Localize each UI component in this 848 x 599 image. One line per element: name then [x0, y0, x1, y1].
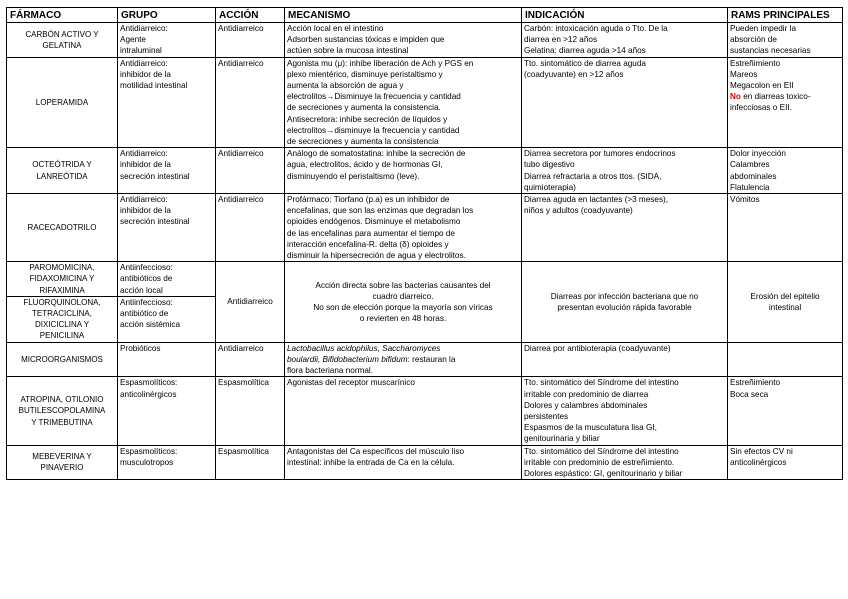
- indicacion-line: presentan evolución rápida favorable: [557, 302, 692, 312]
- rams-line: sustancias necesarias: [730, 46, 811, 56]
- row-mebeverina: [7, 445, 843, 480]
- indicacion-line: tubo digestivo: [524, 160, 575, 170]
- rams-line: [730, 91, 840, 102]
- farmaco-line: DIXICICLINA Y: [34, 320, 90, 330]
- indicacion-line: Tto. sintomático de diarrea aguda: [524, 58, 646, 68]
- grupo-line: intraluminal: [120, 46, 162, 56]
- farmaco-line: GELATINA: [42, 40, 82, 50]
- grupo-line: secreción intestinal: [120, 171, 190, 181]
- mecanismo-cell: [285, 262, 522, 342]
- indicacion-line: Carbón: intoxicación aguda o Tto. De la: [524, 24, 668, 33]
- mecanismo-line: cuadro diarreico.: [372, 291, 434, 301]
- accion-cell: Antidiarreico: [216, 262, 285, 342]
- grupo-cell: [118, 57, 216, 148]
- farmaco-cell: LOPERAMIDA: [7, 57, 118, 148]
- indicacion-cell: [522, 148, 728, 194]
- grupo-cell: [118, 194, 216, 262]
- farmaco-cell: RACECADOTRILO: [7, 194, 118, 262]
- mecanismo-line: encefalinas, que son las enzimas que degradan los: [287, 206, 474, 216]
- grupo-cell: [118, 296, 216, 342]
- grupo-line: inhibidor de la: [120, 206, 171, 216]
- farmaco-cell: [7, 377, 118, 445]
- grupo-cell: Probióticos: [118, 342, 216, 377]
- rams-line: Dolor inyección: [730, 149, 786, 159]
- farmaco-line: OCTEÓTRIDA Y: [32, 160, 92, 170]
- grupo-line: inhibidor de la: [120, 69, 171, 79]
- indicacion-line: Diarrea secretora por tumores endocrinos: [524, 149, 676, 159]
- farmaco-line: PENICILINA: [39, 331, 85, 341]
- indicacion-line: Dolores espástico: GI, genitourinario y biliar: [524, 468, 683, 478]
- grupo-line: acción sistémica: [120, 320, 181, 330]
- indicacion-line: Dolores y calambres abdominales: [524, 400, 648, 410]
- rams-cell: [728, 262, 843, 342]
- grupo-line: Antiinfeccioso:: [120, 297, 173, 307]
- indicacion-line: Diarreas por infección bacteriana que no: [550, 291, 699, 301]
- mecanismo-line: Análogo de somatostatina: inhibe la secreción de: [287, 149, 466, 159]
- mecanismo-line: de secreciones y aumenta la consistencia: [287, 137, 439, 147]
- indicacion-line: irritable con predominio de diarrea: [524, 389, 649, 399]
- header-grupo: GRUPO: [118, 8, 216, 23]
- grupo-line: musculotropos: [120, 457, 174, 467]
- accion-cell: Antidiarreico: [216, 57, 285, 148]
- indicacion-cell: [522, 342, 728, 377]
- rams-line: Estreñimiento: [730, 58, 781, 68]
- farmaco-line: FLUORQUINOLONA,: [23, 297, 101, 307]
- mecanismo-cell: [285, 148, 522, 194]
- mecanismo-cell: [285, 23, 522, 58]
- mecanismo-text: : restauran la: [407, 354, 456, 364]
- rams-line: Boca seca: [730, 389, 769, 399]
- header-row: [7, 8, 843, 23]
- header-farmaco: FÁRMACO: [7, 8, 118, 23]
- rams-line: anticolinérgicos: [730, 457, 787, 467]
- indicacion-line: Tto. sintomático del Síndrome del intestino: [524, 446, 679, 456]
- grupo-line: Agente: [120, 35, 146, 45]
- indicacion-line: irritable con predominio de estreñimiento.: [524, 457, 675, 467]
- rams-line: Erosión del epitelio: [750, 291, 820, 301]
- grupo-cell: [118, 262, 216, 297]
- farmaco-line: Y TRIMEBUTINA: [31, 417, 93, 427]
- mecanismo-line: agua, electrolitos, ácido y de hormonas GI,: [287, 160, 443, 170]
- grupo-line: Antidiarreico:: [120, 24, 168, 33]
- species-text: boulardii, Bifidobacterium bifidum: [287, 354, 408, 364]
- mecanismo-line: Agonista mu (μ): inhibe liberación de Ach y PGS en: [287, 58, 474, 68]
- mecanismo-line: Antagonistas del Ca específicos del músculo liso: [287, 446, 465, 456]
- mecanismo-line: No son de elección porque la mayoría son víricas: [313, 302, 493, 312]
- mecanismo-line: actúen sobre la mucosa intestinal: [287, 46, 409, 56]
- mecanismo-line: aumenta la absorción de agua y: [287, 81, 404, 91]
- mecanismo-cell: [285, 377, 522, 445]
- rams-cell: [728, 194, 843, 262]
- mecanismo-line: flora bacteriana normal.: [287, 366, 374, 376]
- row-loperamida: [7, 57, 843, 148]
- rams-line: abdominales: [730, 171, 777, 181]
- indicacion-cell: [522, 262, 728, 342]
- row-octreotida: [7, 148, 843, 194]
- rams-line: Pueden impedir la: [730, 24, 796, 33]
- grupo-line: Antidiarreico:: [120, 149, 168, 159]
- rams-line: Megacolon en EII: [730, 81, 794, 91]
- mecanismo-cell: [285, 194, 522, 262]
- rams-cell: [728, 377, 843, 445]
- rams-line: absorción de: [730, 35, 777, 45]
- farmaco-line: LANREÓTIDA: [36, 171, 88, 181]
- mecanismo-cell: [285, 57, 522, 148]
- rams-cell: [728, 148, 843, 194]
- header-indicacion: INDICACIÓN: [522, 8, 728, 23]
- farmaco-line: PAROMOMICINA,: [29, 263, 95, 273]
- indicacion-line: Gelatina: diarrea aguda >14 años: [524, 46, 646, 56]
- indicacion-line: quimioterapia): [524, 182, 576, 192]
- farmaco-line: FIDAXOMICINA Y: [29, 274, 95, 284]
- mecanismo-line: Adsorben sustancias tóxicas e impiden que: [287, 35, 445, 45]
- mecanismo-cell: [285, 342, 522, 377]
- row-antiinfecciosos-local: [7, 262, 843, 297]
- mecanismo-line: interacción encefalina-R. delta (δ) opioides y: [287, 239, 449, 249]
- accion-cell: Antidiarreico: [216, 194, 285, 262]
- mecanismo-line: de las encefalinas para aumentar el tiempo de: [287, 228, 455, 238]
- mecanismo-line: disminuyendo el peristaltismo (leve).: [287, 171, 420, 181]
- rams-cell: [728, 23, 843, 58]
- farmaco-line: RIFAXIMINA: [39, 285, 85, 295]
- farmaco-cell: [7, 262, 118, 297]
- rams-line: Mareos: [730, 69, 758, 79]
- grupo-line: Espasmolíticos:: [120, 446, 178, 456]
- accion-cell: Espasmolítica: [216, 377, 285, 445]
- farmaco-line: TETRACICLINA,: [31, 309, 92, 319]
- header-accion: ACCIÓN: [216, 8, 285, 23]
- mecanismo-line: Antisecretora: inhibe secreción de líquidos y: [287, 114, 448, 124]
- indicacion-line: niños y adultos (coadyuvante): [524, 206, 633, 216]
- mecanismo-line: electrolitos→disminuye la frecuencia y cantidad: [287, 125, 460, 135]
- rams-line: Estreñimiento: [730, 378, 781, 388]
- contraindication-no: No: [730, 92, 741, 102]
- row-racecadotrilo: [7, 194, 843, 262]
- rams-cell: [728, 445, 843, 480]
- mecanismo-line: intestinal: inhibe la entrada de Ca en la célula.: [287, 457, 455, 467]
- mecanismo-line: [287, 354, 519, 365]
- grupo-cell: [118, 445, 216, 480]
- mecanismo-line: de secreciones y aumenta la consistencia.: [287, 103, 441, 113]
- mecanismo-cell: [285, 445, 522, 480]
- rams-cell: [728, 342, 843, 377]
- indicacion-line: (coadyuvante) en >12 años: [524, 69, 624, 79]
- farmaco-cell: [7, 148, 118, 194]
- mecanismo-line: disminuir la hipersecreción de agua y electrolitos.: [287, 251, 466, 261]
- mecanismo-line: Acción local en el intestino: [287, 24, 384, 33]
- indicacion-line: persistentes: [524, 411, 569, 421]
- grupo-line: Espasmolíticos:: [120, 378, 178, 388]
- mecanismo-line: Agonistas del receptor muscarínico: [287, 378, 415, 388]
- rams-cell: [728, 57, 843, 148]
- mecanismo-line: o revierten en 48 horas.: [359, 314, 447, 324]
- farmaco-cell: MICROORGANISMOS: [7, 342, 118, 377]
- indicacion-line: genitourinaria y biliar: [524, 434, 600, 444]
- indicacion-cell: [522, 23, 728, 58]
- grupo-cell: [118, 148, 216, 194]
- mecanismo-line: plexo mientérico, disminuye peristaltismo y: [287, 69, 443, 79]
- grupo-line: Antidiarreico:: [120, 195, 168, 205]
- rams-line: Calambres: [730, 160, 770, 170]
- rams-text: en diarreas toxico-: [740, 92, 811, 102]
- grupo-line: motilidad intestinal: [120, 81, 188, 91]
- farmaco-line: BUTILESCOPOLAMINA: [18, 406, 106, 416]
- header-mecanismo: MECANISMO: [285, 8, 522, 23]
- grupo-line: inhibidor de la: [120, 160, 171, 170]
- row-microorganismos: [7, 342, 843, 377]
- grupo-line: Antiinfeccioso:: [120, 263, 173, 273]
- indicacion-cell: [522, 377, 728, 445]
- farmaco-cell: [7, 296, 118, 342]
- row-atropina: [7, 377, 843, 445]
- row-carbon: [7, 23, 843, 58]
- indicacion-line: Diarrea refractaria a otros ttos. (SIDA,: [524, 171, 662, 181]
- mecanismo-line: Acción directa sobre las bacterias causantes del: [315, 280, 491, 290]
- indicacion-line: Diarrea por antibioterapia (coadyuvante): [524, 343, 671, 353]
- farmaco-cell: [7, 445, 118, 480]
- drug-table: [6, 7, 843, 480]
- grupo-line: anticolinérgicos: [120, 389, 177, 399]
- grupo-cell: [118, 377, 216, 445]
- mecanismo-line: Lactobacillus acidophilus, Saccharomyces: [287, 343, 441, 353]
- accion-cell: Antidiarreico: [216, 23, 285, 58]
- rams-line: Flatulencia: [730, 182, 770, 192]
- farmaco-line: PINAVERIO: [40, 463, 84, 473]
- accion-cell: Antidiarreico: [216, 148, 285, 194]
- rams-line: infecciosas o EII.: [730, 103, 792, 113]
- grupo-line: acción local: [120, 285, 163, 295]
- rams-line: intestinal: [768, 302, 802, 312]
- header-rams: RAMS PRINCIPALES: [728, 8, 843, 23]
- grupo-line: secreción intestinal: [120, 217, 190, 227]
- indicacion-line: Espasmos de la musculatura lisa GI,: [524, 423, 657, 433]
- farmaco-line: ATROPINA, OTILONIO: [20, 395, 104, 405]
- indicacion-cell: [522, 445, 728, 480]
- accion-cell: Espasmolítica: [216, 445, 285, 480]
- indicacion-line: diarrea en >12 años: [524, 35, 598, 45]
- indicacion-line: Tto. sintomático del Síndrome del intestino: [524, 378, 679, 388]
- mecanismo-line: electrolitos→Disminuye la frecuencia y cantidad: [287, 92, 461, 102]
- farmaco-cell: [7, 23, 118, 58]
- rams-line: Sin efectos CV ni: [730, 446, 793, 456]
- grupo-line: antibióticos de: [120, 274, 173, 284]
- mecanismo-line: opioides endógenos. Disminuye el metabolismo: [287, 217, 461, 227]
- indicacion-cell: [522, 194, 728, 262]
- mecanismo-line: Profármaco: Tiorfano (p.a) es un inhibidor de: [287, 195, 450, 205]
- grupo-line: Antidiarreico:: [120, 58, 168, 68]
- grupo-cell: [118, 23, 216, 58]
- farmaco-line: CARBÓN ACTIVO Y: [25, 29, 99, 39]
- farmaco-line: MEBEVERINA Y: [32, 452, 92, 462]
- grupo-line: antibiótico de: [120, 309, 169, 319]
- accion-cell: Antidiarreico: [216, 342, 285, 377]
- indicacion-line: Diarrea aguda en lactantes (>3 meses),: [524, 195, 669, 205]
- rams-line: Vómitos: [730, 195, 760, 205]
- indicacion-cell: [522, 57, 728, 148]
